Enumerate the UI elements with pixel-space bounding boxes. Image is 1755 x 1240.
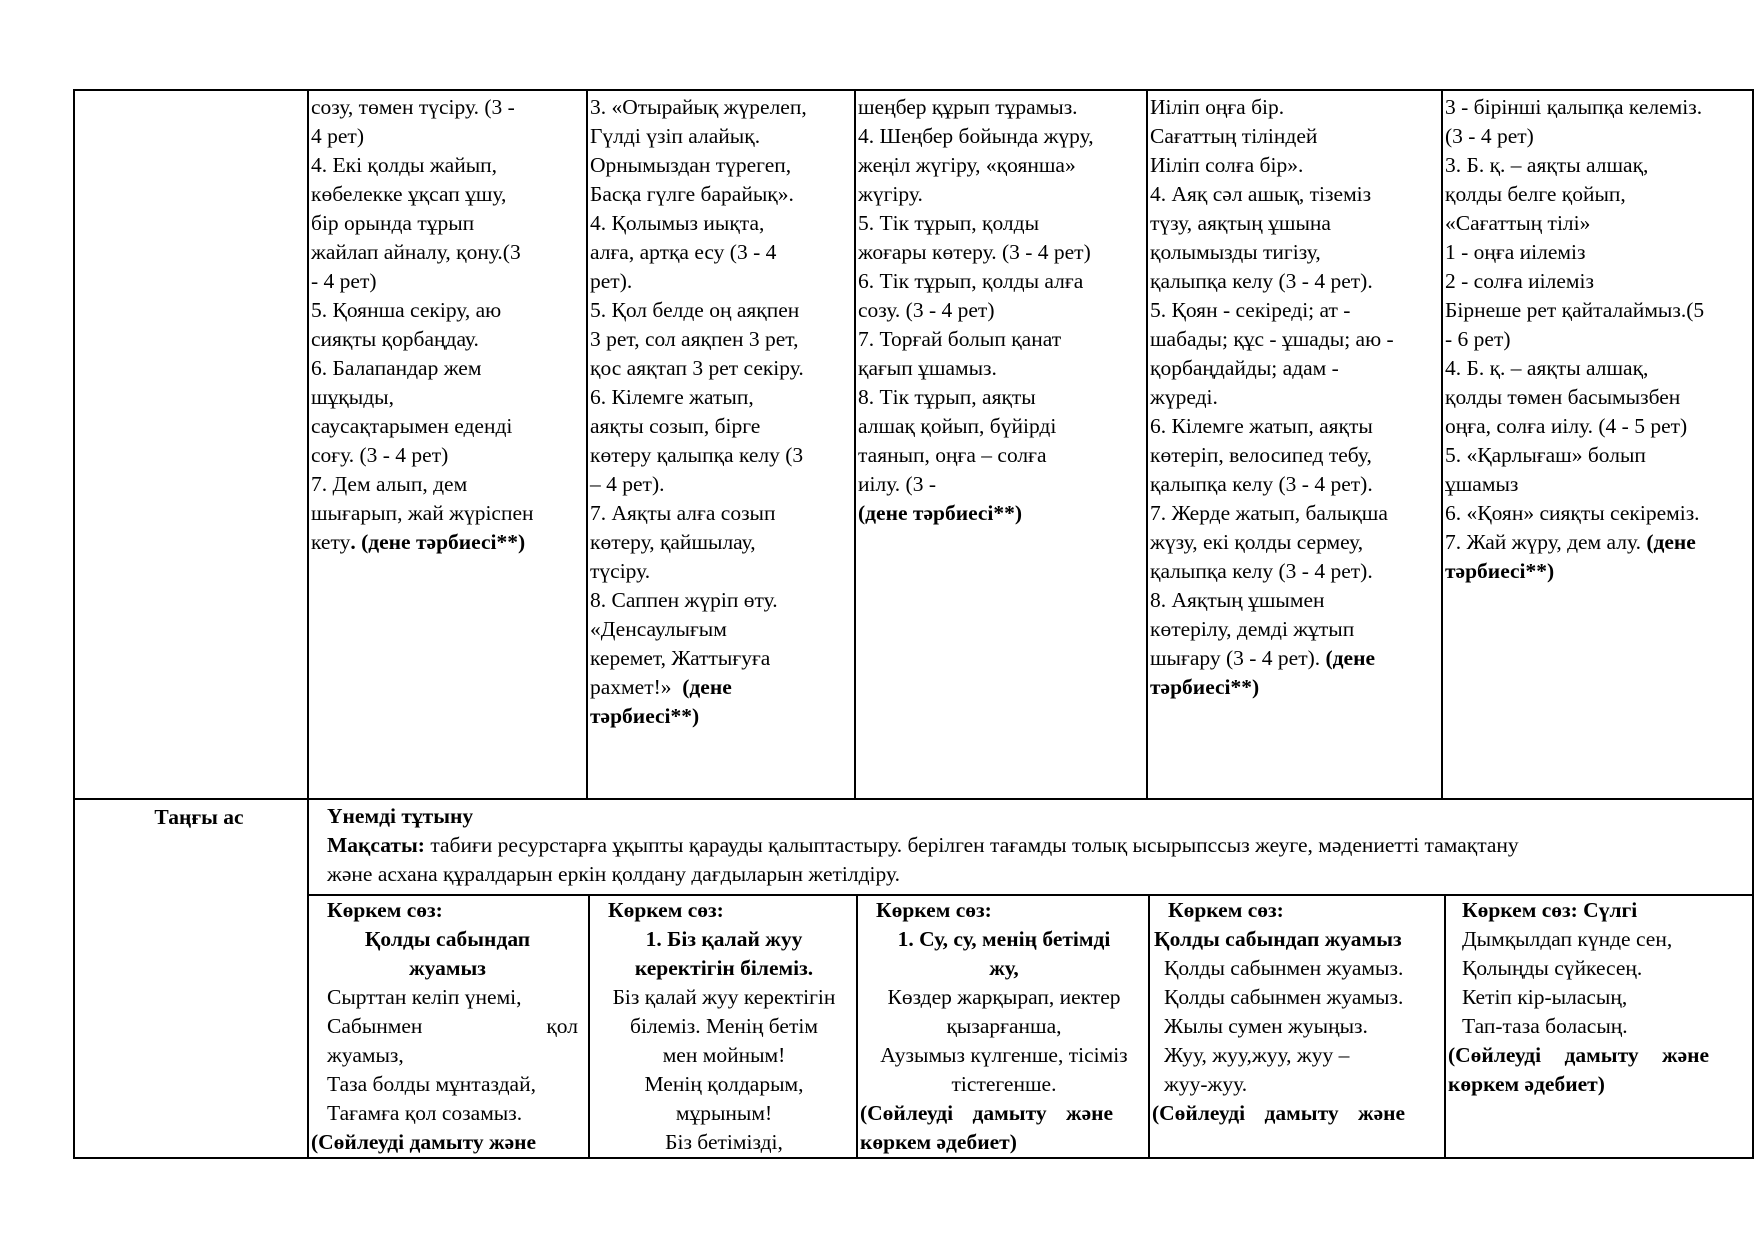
text-line: жайлап айналу, қону.(3 (311, 240, 521, 264)
text-line: тәрбиесі**) (590, 704, 700, 728)
text-line: шеңбер құрып тұрамыз. (858, 95, 1078, 119)
text-line: – 4 рет). (590, 472, 665, 496)
text-line: жуамыз, (327, 1043, 404, 1067)
text-line: қалыпқа келу (3 - 4 рет). (1150, 269, 1373, 293)
text-line: саусақтарымен еденді (311, 414, 513, 438)
text-line: Біз бетімізді, (665, 1130, 783, 1154)
text-line: көбелекке ұқсап ұшу, (311, 182, 507, 206)
text-line: (Сөйлеуді дамыту және (860, 1101, 1114, 1125)
cell-text (590, 896, 858, 1157)
text-line: мен мойным! (662, 1043, 786, 1067)
text-line: және асхана құралдарын еркін қолдану дағдыларын жетілдіру. (327, 862, 900, 886)
text-line: Көркем сөз: (1168, 898, 1284, 922)
text-line: Көркем сөз: (608, 898, 724, 922)
text-line: ұшамыз (1445, 472, 1519, 496)
text-line: көтеріп, велосипед тебу, (1150, 443, 1372, 467)
poem-cell-3 (856, 894, 1150, 1159)
text-line: соғу. (3 - 4 рет) (311, 443, 449, 467)
text-line: қалыпқа келу (3 - 4 рет). (1150, 472, 1373, 496)
text-line: сияқты қорбаңдау. (311, 327, 479, 351)
text-line: - 4 рет) (311, 269, 377, 293)
cell-text (309, 800, 1752, 889)
text-line: (Сөйлеуді дамыту және (1152, 1101, 1406, 1125)
text-line (590, 673, 856, 702)
text-line: мұрыным! (675, 1101, 773, 1125)
text-line: білеміз. Менің бетім (630, 1014, 818, 1038)
text-line: қағып ұшамыз. (858, 356, 997, 380)
text-line (1150, 644, 1443, 673)
text-line: көркем әдебиет) (1448, 1072, 1605, 1096)
text-line (309, 1012, 586, 1041)
text-line: 4 рет) (311, 124, 364, 148)
text-line: (Сөйлеуді дамыту және (1448, 1043, 1710, 1067)
label-cell-breakfast (73, 798, 309, 1159)
text-line: (Сөйлеуді дамыту және (311, 1130, 537, 1154)
text-line: «Денсаулығым (590, 617, 727, 641)
exercise-cell-1 (307, 89, 588, 800)
text-line: 3. «Отырайық жүрелеп, (590, 95, 807, 119)
text-line: Көркем сөз: (327, 898, 443, 922)
text-line: қолды төмен басымызбен (1445, 385, 1681, 409)
text-line: 1 - оңға иілеміз (1445, 240, 1586, 264)
text-line: Жылы сумен жуыңыз. (1164, 1014, 1368, 1038)
text-line: оңға, солға иілу. (4 - 5 рет) (1445, 414, 1688, 438)
text-line: көтерілу, демді жұтып (1150, 617, 1355, 641)
cell-text (1148, 91, 1443, 702)
text-line: Қолды сабынмен жуамыз. (1164, 956, 1404, 980)
text-fragment: қол (546, 1014, 578, 1038)
text-line: (дене тәрбиесі**) (858, 501, 1023, 525)
text-line (327, 831, 1752, 860)
text-fragment: Сабынмен (327, 1014, 423, 1038)
text-line: 7. Аяқты алға созып (590, 501, 776, 525)
text-line: түсіру. (590, 559, 651, 583)
text-line: керектігін білеміз. (634, 956, 814, 980)
text-line: Тағамға қол созамыз. (327, 1101, 523, 1125)
text-line: қорбаңдайды; адам - (1150, 356, 1339, 380)
text-line: Таза болды мұнтаздай, (327, 1072, 536, 1096)
text-line: 5. Қоян - секіреді; ат - (1150, 298, 1351, 322)
text-line: Көздер жарқырап, иектер (887, 985, 1121, 1009)
text-line: Біз қалай жуу керектігін (612, 985, 836, 1009)
text-line: 3. Б. қ. – аяқты алшақ, (1445, 153, 1649, 177)
text-line: 1. Су, су, менің бетімді (897, 927, 1111, 951)
text-line: алға, артқа есу (3 - 4 (590, 240, 777, 264)
text-line: иілу. (3 - (858, 472, 937, 496)
text-line: қызарғанша, (946, 1014, 1062, 1038)
text-line: 1. Біз қалай жуу (645, 927, 803, 951)
text-line: бір орында тұрып (311, 211, 475, 235)
text-line: «Сағаттың тілі» (1445, 211, 1591, 235)
text-line: Менің қолдарым, (644, 1072, 804, 1096)
text-line: шығарып, жай жүріспен (311, 501, 534, 525)
text-line: шұқыды, (311, 385, 394, 409)
breakfast-label: Таңғы ас (154, 805, 244, 829)
text-line: (3 - 4 рет) (1445, 124, 1534, 148)
text-fragment: Мақсаты: (327, 833, 425, 857)
text-line: Тап-таза боласың. (1462, 1014, 1628, 1038)
plan-table (73, 89, 1755, 1159)
text-line: 3 рет, сол аяқпен 3 рет, (590, 327, 799, 351)
text-line: 2 - солға иілеміз (1445, 269, 1594, 293)
poem-cell-1 (307, 894, 590, 1159)
text-line: керемет, Жаттығуға (590, 646, 771, 670)
text-line: 7. Торғай болып қанат (858, 327, 1062, 351)
text-line: Гүлді үзіп алайық. (590, 124, 761, 148)
text-line: тәрбиесі**) (1445, 559, 1555, 583)
poem-cell-4 (1148, 894, 1446, 1159)
text-line: созу. (3 - 4 рет) (858, 298, 995, 322)
text-line: жүзу, екі қолды сермеу, (1150, 530, 1364, 554)
breakfast-heading: Үнемді тұтыну (327, 804, 474, 828)
text-line: жоғары көтеру. (3 - 4 рет) (858, 240, 1091, 264)
poem-cell-2 (588, 894, 858, 1159)
text-line: рет). (590, 269, 633, 293)
text-line: 4. Б. қ. – аяқты алшақ, (1445, 356, 1649, 380)
text-fragment: кету (311, 530, 351, 554)
text-line: Аузымыз күлгенше, тісіміз (880, 1043, 1128, 1067)
text-line: Көркем сөз: Сүлгі (1462, 898, 1638, 922)
text-line: 4. Қолымыз иықта, (590, 211, 765, 235)
text-line: Қолды сабындап жуамыз (1154, 927, 1402, 951)
cell-text (1446, 896, 1752, 1099)
text-line: 6. Кілемге жатып, (590, 385, 754, 409)
text-line: көтеру, қайшылау, (590, 530, 756, 554)
text-fragment: (дене (682, 675, 732, 699)
text-fragment: табиғи ресурстарға ұқыпты қарауды қалыптастыру. берілген тағамды толық ысырыпссыз жеуге, мәдениетті тамақтану (424, 833, 1519, 857)
text-line: таянып, оңға – солға (858, 443, 1047, 467)
text-line: Қолды сабындап (364, 927, 531, 951)
text-line: Кетіп кір-ыласың, (1462, 985, 1628, 1009)
text-line: қалыпқа келу (3 - 4 рет). (1150, 559, 1373, 583)
exercise-cell-4 (1146, 89, 1443, 800)
text-line: 3 - бірінші қалыпқа келеміз. (1445, 95, 1703, 119)
text-line: Иіліп солға бір». (1150, 153, 1304, 177)
text-line: 8. Аяқтың ұшымен (1150, 588, 1325, 612)
text-line: 8. Тік тұрып, аяқты (858, 385, 1036, 409)
text-line: шабады; құс - ұшады; аю - (1150, 327, 1394, 351)
text-line: Бірнеше рет қайталаймыз.(5 (1445, 298, 1705, 322)
text-line: Сағаттың тіліндей (1150, 124, 1318, 148)
text-line: көтеру қалыпқа келу (3 (590, 443, 804, 467)
text-line: Орнымыздан түрегеп, (590, 153, 792, 177)
text-line: жүреді. (1150, 385, 1218, 409)
exercise-cell-3 (854, 89, 1148, 800)
text-line: 6. Тік тұрып, қолды алға (858, 269, 1084, 293)
text-line: көркем әдебиет) (860, 1130, 1017, 1154)
text-fragment: 7. Жай жүру, дем алу. (1445, 530, 1647, 554)
text-line: Жуу, жуу,жуу, жуу – (1164, 1043, 1350, 1067)
text-line: жуу-жуу. (1164, 1072, 1248, 1096)
text-line: Иіліп оңға бір. (1150, 95, 1285, 119)
text-line: тәрбиесі**) (1150, 675, 1260, 699)
text-line: Көркем сөз: (876, 898, 992, 922)
cell-text (858, 896, 1150, 1157)
text-line: жуамыз (409, 956, 486, 980)
text-line: Дымқылдап күнде сен, (1462, 927, 1673, 951)
text-line: 5. Тік тұрып, қолды (858, 211, 1040, 235)
text-line: 4. Екі қолды жайып, (311, 153, 498, 177)
text-line (311, 528, 588, 557)
text-line: тістегенше. (951, 1072, 1057, 1096)
text-line: қолды белге қойып, (1445, 182, 1626, 206)
text-line: қолымызды тигізу, (1150, 240, 1321, 264)
text-line: 4. Аяқ сәл ашық, тіземіз (1150, 182, 1372, 206)
cell-text (856, 91, 1148, 528)
cell-text (588, 91, 856, 731)
text-line: 8. Саппен жүріп өту. (590, 588, 778, 612)
text-fragment: (дене (1646, 530, 1696, 554)
text-line: Сырттан келіп үнемі, (327, 985, 522, 1009)
text-line: жүгіру. (858, 182, 923, 206)
text-fragment: . (дене тәрбиесі**) (350, 530, 526, 554)
text-line: созу, төмен түсіру. (3 - (311, 95, 515, 119)
text-line: 6. Балапандар жем (311, 356, 482, 380)
text-line: 5. Қол белде оң аяқпен (590, 298, 800, 322)
cell-text (1150, 896, 1446, 1128)
cell-text (309, 896, 590, 1157)
text-line: алшақ қойып, бүйірді (858, 414, 1057, 438)
text-line: қос аяқтап 3 рет секіру. (590, 356, 804, 380)
text-line: түзу, аяқтың ұшына (1150, 211, 1331, 235)
text-line: Басқа гүлге барайық». (590, 182, 794, 206)
text-line: 5. «Қарлығаш» болып (1445, 443, 1646, 467)
text-line: 7. Дем алып, дем (311, 472, 468, 496)
text-line: Қолыңды сүйкесең. (1462, 956, 1643, 980)
exercise-cell-5 (1441, 89, 1754, 800)
exercise-cell-2 (586, 89, 856, 800)
text-line: 6. «Қоян» сияқты секіреміз. (1445, 501, 1700, 525)
text-line: жеңіл жүгіру, «қоянша» (858, 153, 1076, 177)
text-line: - 6 рет) (1445, 327, 1511, 351)
text-line: 7. Жерде жатып, балықша (1150, 501, 1388, 525)
breakfast-goal-cell (307, 798, 1754, 896)
poem-cell-5 (1444, 894, 1754, 1159)
text-line: жу, (989, 956, 1019, 980)
text-fragment: рахмет!» (590, 675, 683, 699)
text-line: 4. Шеңбер бойында жүру, (858, 124, 1094, 148)
text-line: Қолды сабынмен жуамыз. (1164, 985, 1404, 1009)
text-fragment: (дене (1325, 646, 1376, 670)
text-fragment: шығару (3 - 4 рет). (1150, 646, 1326, 670)
label-cell-exercise (73, 89, 309, 800)
text-line: 5. Қоянша секіру, аю (311, 298, 502, 322)
cell-text (309, 91, 588, 557)
text-line: аяқты созып, бірге (590, 414, 761, 438)
text-line: 6. Кілемге жатып, аяқты (1150, 414, 1373, 438)
cell-text (1443, 91, 1752, 586)
text-line (1445, 528, 1752, 557)
